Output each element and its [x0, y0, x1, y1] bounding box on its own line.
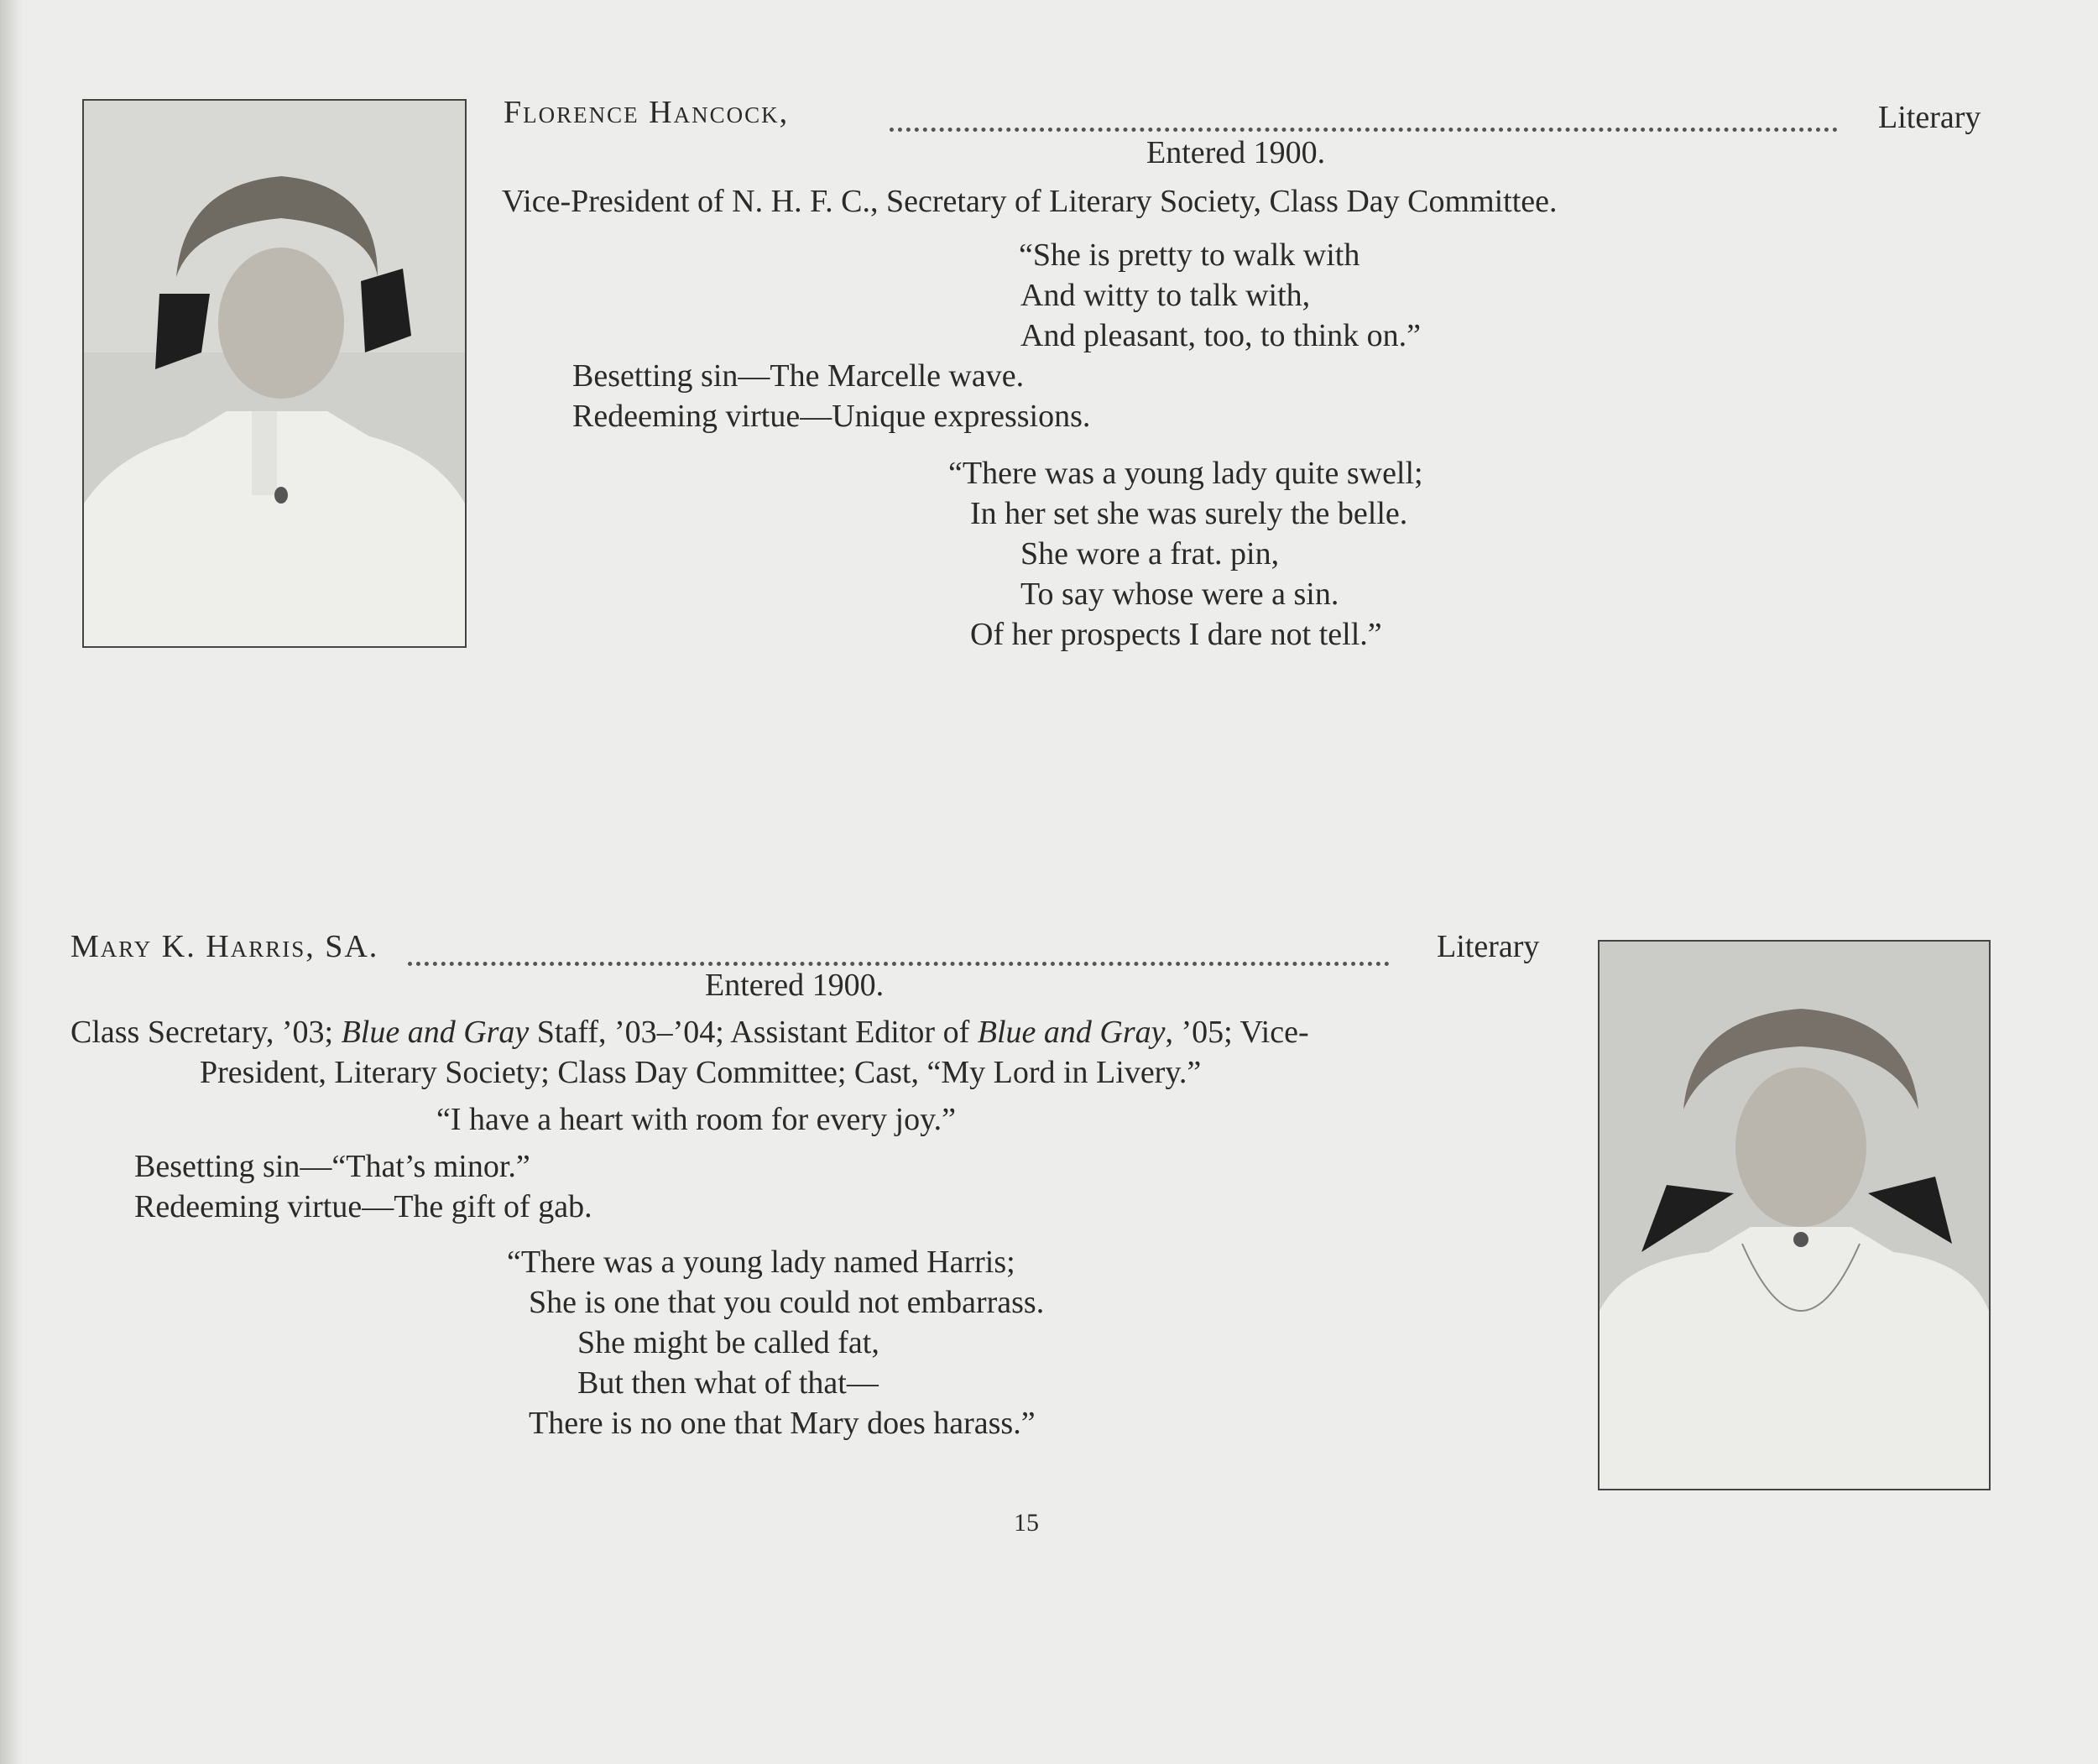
- quote-line: “She is pretty to walk with: [1019, 237, 1360, 273]
- limerick-line: “There was a young lady named Harris;: [507, 1245, 1015, 1280]
- limerick-line: She might be called fat,: [577, 1325, 879, 1360]
- activities-text: Class Secretary, ’03;: [70, 1015, 334, 1050]
- entry-activities-line2: President, Literary Society; Class Day Committee; Cast, “My Lord in Livery.”: [200, 1055, 1202, 1090]
- limerick-line: In her set she was surely the belle.: [970, 496, 1408, 531]
- quote-line: And witty to talk with,: [1020, 278, 1311, 313]
- quote-line: And pleasant, too, to think on.”: [1020, 318, 1422, 353]
- dot-leader: [408, 928, 1390, 966]
- besetting-sin: Besetting sin—“That’s minor.”: [134, 1149, 530, 1184]
- redeeming-virtue: Redeeming virtue—The gift of gab.: [134, 1189, 592, 1224]
- besetting-sin: Besetting sin—The Marcelle wave.: [572, 358, 1025, 394]
- portrait-photo-mary-harris: [1598, 940, 1991, 1490]
- publication-title: Blue and Gray: [977, 1015, 1166, 1050]
- limerick-line: “There was a young lady quite swell;: [948, 456, 1423, 491]
- page-gutter-shadow: [0, 0, 22, 1764]
- entry-entered: Entered 1900.: [705, 968, 885, 1003]
- portrait-florence-drawing: [84, 101, 465, 646]
- dot-leader: [890, 94, 1838, 132]
- activities-text: , ’05; Vice-: [1165, 1015, 1309, 1050]
- page-number: 15: [1014, 1509, 1039, 1537]
- limerick-line: But then what of that—: [577, 1365, 879, 1401]
- limerick-line: There is no one that Mary does harass.”: [529, 1406, 1036, 1441]
- limerick-line: To say whose were a sin.: [1020, 577, 1339, 612]
- entry-activities: Vice-President of N. H. F. C., Secretary of Literary Society, Class Day Committee.: [502, 184, 1558, 219]
- limerick-line: Of her prospects I dare not tell.”: [970, 617, 1382, 652]
- limerick-line: She wore a frat. pin,: [1020, 536, 1280, 571]
- activities-text: Staff, ’03–’04; Assistant Editor of: [536, 1015, 970, 1050]
- entry-name: Florence Hancock,: [504, 95, 790, 130]
- limerick-line: She is one that you could not embarrass.: [529, 1285, 1045, 1320]
- redeeming-virtue: Redeeming virtue—Unique expressions.: [572, 399, 1091, 434]
- entry-course: Literary: [1437, 929, 1540, 964]
- entry-name: Mary K. Harris, SA.: [70, 929, 379, 964]
- portrait-photo-florence-hancock: [82, 99, 467, 648]
- entry-course: Literary: [1878, 100, 1981, 135]
- publication-title: Blue and Gray: [341, 1015, 530, 1050]
- portrait-mary-drawing: [1600, 942, 1989, 1489]
- quote-line: “I have a heart with room for every joy.”: [436, 1102, 956, 1137]
- entry-activities-line1: [70, 1012, 1309, 1052]
- entry-entered: Entered 1900.: [1146, 135, 1326, 170]
